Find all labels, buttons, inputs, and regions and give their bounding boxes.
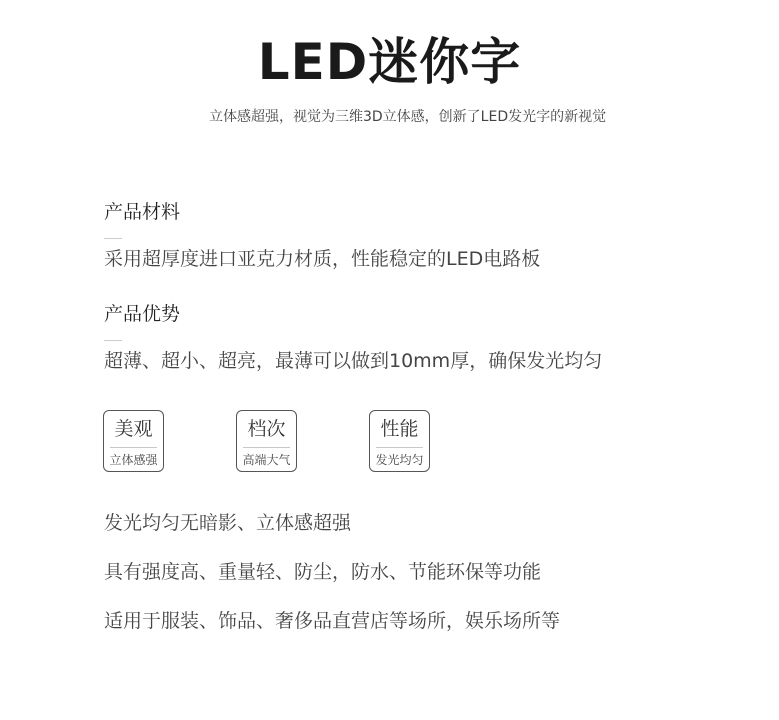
section-divider [104,340,122,341]
section-heading-materials: 产品材料 [104,201,181,223]
badge-sublabel: 高端大气 [242,453,291,467]
badge-divider [243,447,290,448]
feature-line: 发光均匀无暗影、立体感超强 [104,512,352,534]
page-subtitle: 立体感超强，视觉为三维3D立体感，创新了LED发光字的新视觉 [209,109,607,125]
badge-appearance [103,410,164,472]
badge-performance [369,410,430,472]
badge-sublabel: 发光均匀 [375,453,424,467]
section-heading-advantages: 产品优势 [104,303,181,325]
badge-divider [376,447,423,448]
badge-label: 档次 [247,418,286,440]
badge-grade [236,410,297,472]
feature-line: 具有强度高、重量轻、防尘，防水、节能环保等功能 [104,561,542,583]
badge-sublabel: 立体感强 [109,453,158,467]
badge-label: 美观 [114,418,153,440]
materials-text: 采用超厚度进口亚克力材质，性能稳定的LED电路板 [104,248,541,270]
advantages-text: 超薄、超小、超亮，最薄可以做到10mm厚，确保发光均匀 [104,350,603,372]
badge-label: 性能 [380,418,419,440]
page-title: LED迷你字 [257,33,522,91]
feature-line: 适用于服装、饰品、奢侈品直营店等场所，娱乐场所等 [104,610,561,632]
section-divider [104,238,122,239]
badge-divider [110,447,157,448]
